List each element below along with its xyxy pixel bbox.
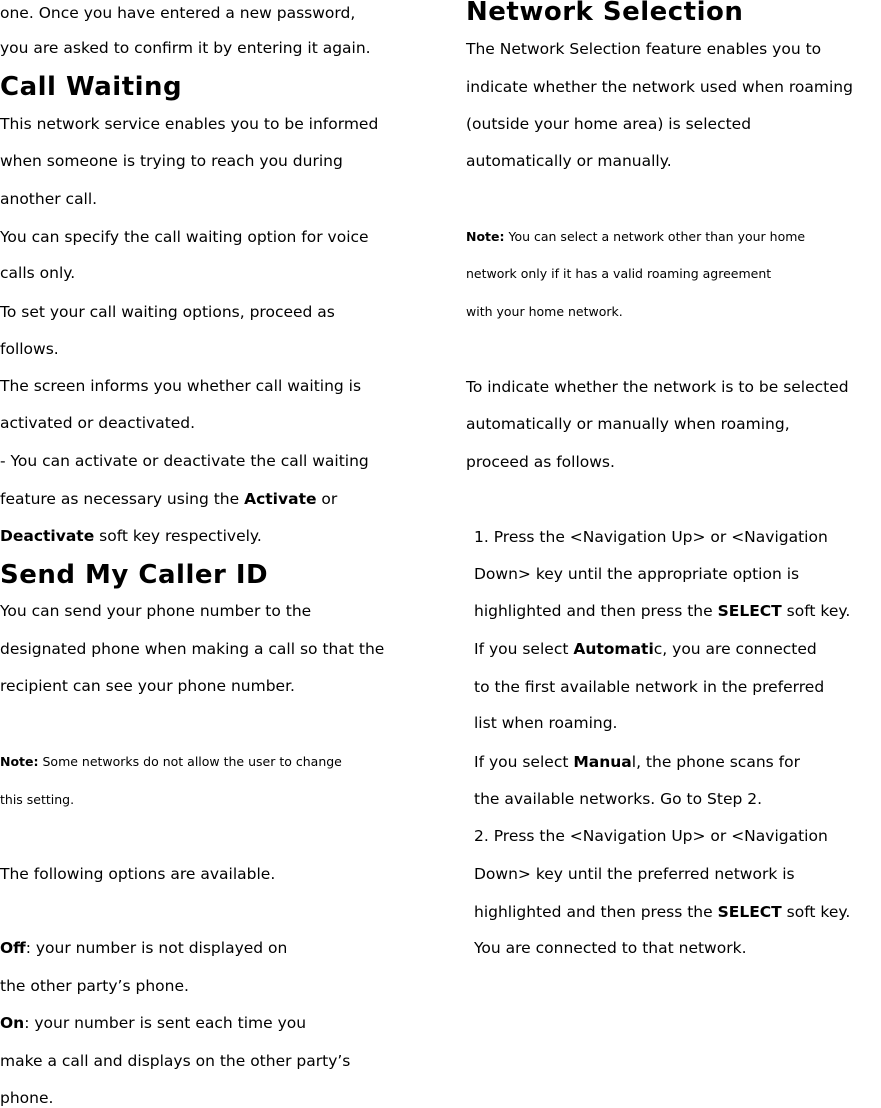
paragraph-line: make a call and displays on the other party’s	[0, 1052, 351, 1070]
paragraph-line: The following options are available.	[0, 865, 276, 883]
paragraph-line: follows.	[0, 340, 59, 358]
manual-option-line: If you select Manual, the phone scans for	[474, 753, 800, 771]
heading-send-my-caller-id: Send My Caller ID	[0, 560, 269, 590]
select-key-label: SELECT	[717, 602, 782, 620]
paragraph-line: The Network Selection feature enables you to	[466, 40, 822, 58]
activate-key-label: Activate	[244, 490, 317, 508]
paragraph-line: the available networks. Go to Step 2.	[474, 790, 763, 808]
step-2-line: 2. Press the <Navigation Up> or <Navigation	[474, 827, 828, 845]
paragraph-line: you are asked to confirm it by entering it again.	[0, 39, 371, 57]
select-key-label: SELECT	[717, 903, 782, 921]
paragraph-line: activated or deactivated.	[0, 414, 196, 432]
paragraph-line: You are connected to that network.	[474, 939, 747, 957]
paragraph-line: phone.	[0, 1089, 54, 1107]
step-1-line: 1. Press the <Navigation Up> or <Navigation	[474, 528, 828, 546]
step-2-line: Down> key until the preferred network is	[474, 865, 795, 883]
step-1-line: Down> key until the appropriate option is	[474, 565, 800, 583]
paragraph-line: to the first available network in the preferred	[474, 678, 825, 696]
paragraph-line: You can specify the call waiting option for voice	[0, 228, 369, 246]
deactivate-key-label: Deactivate	[0, 527, 95, 545]
paragraph-line: automatically or manually when roaming,	[466, 415, 790, 433]
paragraph-line: calls only.	[0, 264, 76, 282]
paragraph-line: feature as necessary using the Activate or	[0, 490, 338, 508]
paragraph-line: another call.	[0, 190, 98, 208]
step-2-line: highlighted and then press the SELECT soft key.	[474, 903, 851, 921]
paragraph-line: list when roaming.	[474, 714, 618, 732]
paragraph-line: - You can activate or deactivate the call waiting	[0, 452, 369, 470]
paragraph-line: designated phone when making a call so that the	[0, 640, 385, 658]
paragraph-line: recipient can see your phone number.	[0, 677, 295, 695]
note-line: this setting.	[0, 792, 75, 807]
paragraph-line: To set your call waiting options, proceed as	[0, 303, 335, 321]
option-on: On: your number is sent each time you	[0, 1014, 307, 1032]
paragraph-line: one. Once you have entered a new password,	[0, 4, 356, 22]
paragraph-line: To indicate whether the network is to be selected	[466, 378, 849, 396]
paragraph-line: the other party’s phone.	[0, 977, 189, 995]
paragraph-line: when someone is trying to reach you during	[0, 152, 343, 170]
paragraph-line: indicate whether the network used when roaming	[466, 78, 853, 96]
paragraph-line: This network service enables you to be informed	[0, 115, 379, 133]
heading-network-selection: Network Selection	[466, 0, 744, 27]
paragraph-line: (outside your home area) is selected	[466, 115, 752, 133]
note-line: Note: Some networks do not allow the user to change	[0, 754, 342, 769]
note-line: Note: You can select a network other than your home	[466, 229, 806, 244]
automatic-option-line: If you select Automatic, you are connected	[474, 640, 817, 658]
paragraph-line: automatically or manually.	[466, 152, 672, 170]
paragraph-line: Deactivate soft key respectively.	[0, 527, 262, 545]
paragraph-line: proceed as follows.	[466, 453, 615, 471]
step-1-line: highlighted and then press the SELECT soft key.	[474, 602, 851, 620]
note-line: network only if it has a valid roaming agreement	[466, 266, 772, 281]
paragraph-line: The screen informs you whether call waiting is	[0, 377, 362, 395]
paragraph-line: You can send your phone number to the	[0, 602, 312, 620]
note-line: with your home network.	[466, 304, 623, 319]
option-off: Off: your number is not displayed on	[0, 939, 288, 957]
heading-call-waiting: Call Waiting	[0, 72, 183, 102]
